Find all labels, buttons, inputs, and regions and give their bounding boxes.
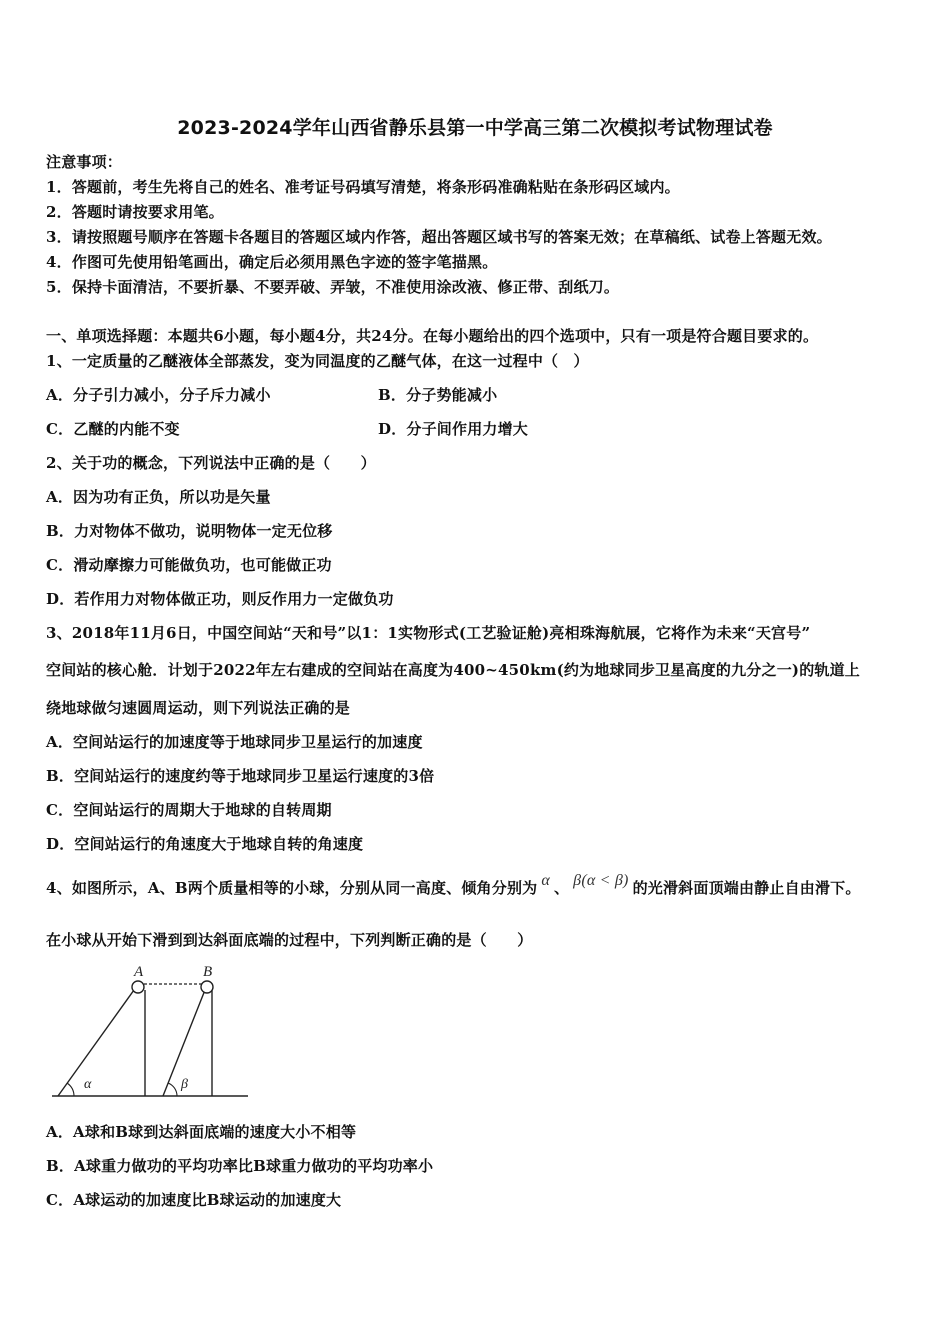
q2-option-d: D．若作用力对物体做正功，则反作用力一定做负功 (46, 590, 394, 608)
q1-option-c: C．乙醚的内能不变 (46, 420, 180, 438)
ball-a (132, 981, 144, 993)
q4-option-b: B．A球重力做功的平均功率比B球重力做功的平均功率小 (46, 1157, 434, 1175)
notice-item-2: 2．答题时请按要求用笔。 (46, 203, 224, 221)
q3-option-a: A．空间站运行的加速度等于地球同步卫星运行的加速度 (46, 733, 423, 751)
q4-option-c: C．A球运动的加速度比B球运动的加速度大 (46, 1191, 342, 1209)
q1-option-a: A．分子引力减小，分子斥力减小 (46, 386, 271, 404)
q2-stem: 2、关于功的概念，下列说法中正确的是（ ） (46, 454, 376, 472)
q4-stem-part-b: 的光滑斜面顶端由静止自由滑下。 (632, 879, 861, 897)
q4-option-a: A．A球和B球到达斜面底端的速度大小不相等 (46, 1123, 357, 1141)
beta-condition: β(α < β) (573, 872, 629, 889)
page-title: 2023-2024学年山西省静乐县第一中学高三第二次模拟考试物理试卷 (177, 117, 773, 139)
q4-stem-line-2: 在小球从开始下滑到到达斜面底端的过程中，下列判断正确的是（ ） (46, 931, 533, 949)
inclined-planes-figure (48, 962, 253, 1104)
q4-separator: 、 (553, 879, 570, 897)
q1-stem: 1、一定质量的乙醚液体全部蒸发，变为同温度的乙醚气体，在这一过程中（ ） (46, 352, 589, 370)
incline-a (58, 990, 134, 1096)
ball-b (201, 981, 213, 993)
q4-stem-part-a: 4、如图所示，A、B两个质量相等的小球，分别从同一高度、倾角分别为 (46, 879, 538, 897)
label-a: A (134, 964, 144, 980)
q3-stem-line-2: 空间站的核心舱．计划于2022年左右建成的空间站在高度为400~450km(约为地球同步卫星高度的九分之一)的轨道上 (46, 661, 861, 679)
q2-option-b: B．力对物体不做功，说明物体一定无位移 (46, 522, 333, 540)
alpha-symbol: α (541, 872, 550, 889)
q1-option-d: D．分子间作用力增大 (378, 420, 529, 438)
section-heading: 一、单项选择题：本题共6小题，每小题4分，共24分。在每小题给出的四个选项中，只有一项是符合题目要求的。 (46, 327, 819, 345)
q2-option-c: C．滑动摩擦力可能做负功，也可能做正功 (46, 556, 332, 574)
notice-heading: 注意事项： (46, 153, 123, 171)
label-b: B (203, 964, 213, 980)
notice-item-1: 1．答题前，考生先将自己的姓名、准考证号码填写清楚，将条形码准确粘贴在条形码区域内。 (46, 178, 680, 196)
notice-item-4: 4．作图可先使用铅笔画出，确定后必须用黑色字迹的签字笔描黑。 (46, 253, 498, 271)
angle-alpha-label: α (84, 1077, 92, 1092)
q2-option-a: A．因为功有正负，所以功是矢量 (46, 488, 271, 506)
notice-item-5: 5．保持卡面清洁，不要折暴、不要弄破、弄皱，不准使用涂改液、修正带、刮纸刀。 (46, 278, 620, 296)
q3-option-d: D．空间站运行的角速度大于地球自转的角速度 (46, 835, 364, 853)
q3-stem-line-1: 3、2018年11月6日，中国空间站“天和号”以1：1实物形式(工艺验证舱)亮相珠海航展，它将作为未来“天宫号” (46, 624, 811, 642)
notice-item-3: 3．请按照题号顺序在答题卡各题目的答题区域内作答，超出答题区域书写的答案无效；在草稿纸、试卷上答题无效。 (46, 228, 832, 246)
q3-option-c: C．空间站运行的周期大于地球的自转周期 (46, 801, 332, 819)
angle-beta-label: β (181, 1077, 188, 1092)
q4-stem-line-1 (46, 872, 861, 899)
q3-option-b: B．空间站运行的速度约等于地球同步卫星运行速度的3倍 (46, 767, 435, 785)
q1-option-b: B．分子势能减小 (378, 386, 498, 404)
beta-arc (168, 1083, 177, 1096)
alpha-arc (67, 1083, 74, 1096)
q3-stem-line-3: 绕地球做匀速圆周运动，则下列说法正确的是 (46, 699, 351, 717)
